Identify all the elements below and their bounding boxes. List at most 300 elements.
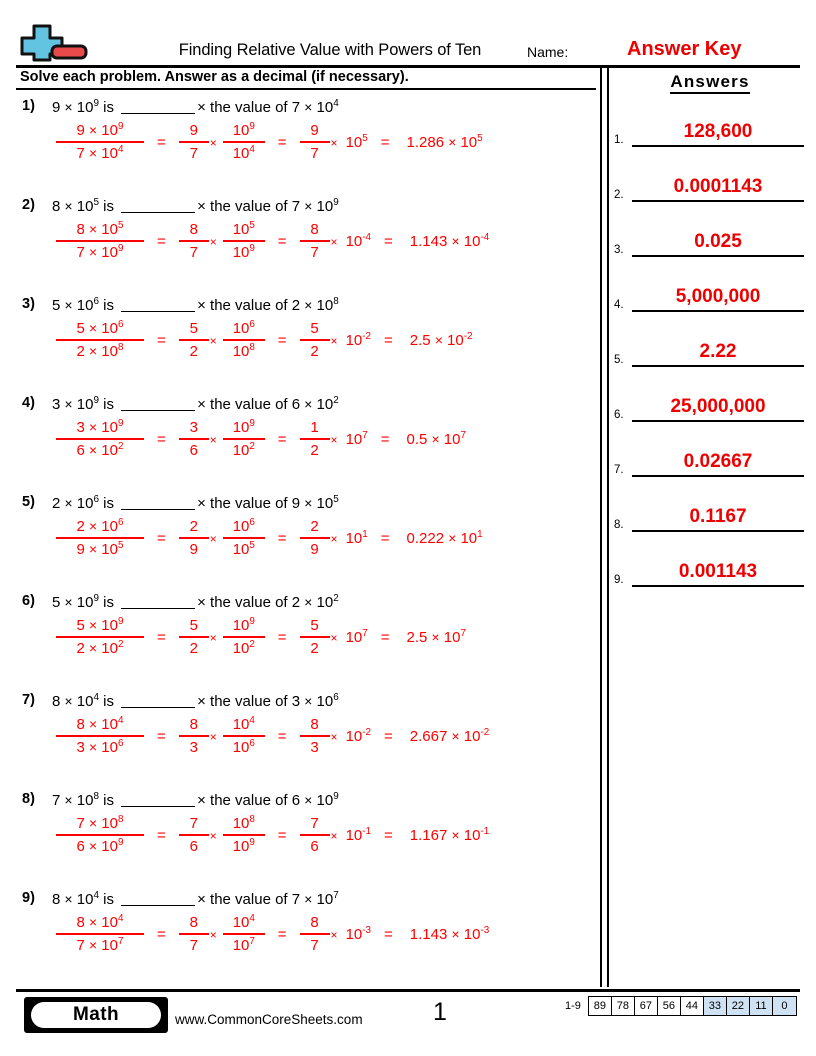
answer-line[interactable] [632,420,804,422]
fraction [179,914,209,955]
answer-blank[interactable] [121,707,195,708]
answer-line[interactable] [632,585,804,587]
score-cell: 56 [658,997,681,1015]
score-cell: 78 [612,997,635,1015]
fraction-numerator: $9 \times 10^9$ [76,121,124,139]
power-of-ten: $10^{-2}$ [345,726,372,745]
answer-number: 6. [614,409,624,421]
fraction [56,914,144,955]
fraction-denominator: 7 [189,145,198,163]
equals-sign: = [157,331,166,349]
fraction-numerator: $2 \times 10^6$ [76,517,124,535]
answer-row [612,485,808,532]
fraction [223,221,265,262]
answer-row [612,210,808,257]
answer-number: 4. [614,299,624,311]
equals-sign: = [157,727,166,745]
multiply-sign: × [330,730,338,745]
fraction-numerator: $10^5$ [232,220,255,238]
fraction-bar [223,240,265,242]
problem-item [16,591,594,690]
answer-value: 25,000,000 [670,396,766,417]
fraction [56,815,144,856]
fraction-denominator: $3 \times 10^6$ [76,738,124,757]
answer-blank[interactable] [121,113,195,114]
problem-item [16,789,594,888]
multiply-sign: × [330,334,338,349]
footer-divider [16,989,800,992]
equals-sign: = [157,430,166,448]
answers-column [612,66,808,587]
fraction [179,518,209,559]
work-result: $2.667 \times 10^{-2}$ [409,726,490,745]
answer-number: 8. [614,519,624,531]
fraction-denominator: $10^7$ [232,936,255,955]
fraction-denominator: 3 [310,739,319,757]
fraction-bar [179,636,209,638]
fraction-bar [179,735,209,737]
power-of-ten: $10^5$ [345,132,368,151]
multiply-sign: × [209,136,217,151]
fraction-numerator: $5 \times 10^9$ [76,616,124,634]
fraction-numerator: 8 [189,914,198,931]
equals-sign: = [277,727,287,745]
fraction-bar [56,735,144,737]
fraction-numerator: $10^8$ [232,814,255,832]
answer-row [612,100,808,147]
fraction-denominator: $7 \times 10^4$ [76,144,124,163]
work-result: $2.5 \times 10^7$ [406,627,466,646]
answer-blank[interactable] [121,608,195,609]
fraction-bar [300,834,330,836]
multiply-sign: × [330,235,338,250]
problem-number: 2) [22,197,35,213]
equals-sign: = [380,133,390,151]
fraction-denominator: 7 [310,244,319,262]
fraction-numerator: 2 [310,518,319,535]
fraction-numerator: 8 [310,914,319,931]
fraction-denominator: 7 [189,937,198,955]
fraction-denominator: $10^9$ [232,243,255,262]
answer-row [612,265,808,312]
answer-value: 0.025 [694,231,742,252]
fraction-denominator: 2 [189,343,198,361]
fraction-numerator: $8 \times 10^5$ [76,220,124,238]
fraction-bar [179,339,209,341]
answer-value: 0.0001143 [673,176,763,197]
instructions-text: Solve each problem. Answer as a decimal (if necessary). [20,69,409,85]
fraction-bar [300,339,330,341]
fraction-denominator: 7 [189,244,198,262]
fraction-denominator: 3 [189,739,198,757]
fraction-bar [300,636,330,638]
equals-sign: = [277,925,287,943]
fraction-denominator: $10^2$ [232,639,255,658]
answer-number: 9. [614,574,624,586]
fraction [56,518,144,559]
fraction-bar [179,438,209,440]
problem-number: 6) [22,593,35,609]
fraction-bar [223,438,265,440]
problem-prompt: $7 \times 10^8$ is × the value of $6 \times 10^9$ [52,791,339,809]
fraction-bar [223,141,265,143]
equals-sign: = [157,529,166,547]
fraction-bar [56,636,144,638]
fraction-denominator: 6 [189,838,198,856]
fraction [223,518,265,559]
equals-sign: = [384,727,393,745]
problem-worked-solution [56,617,466,658]
column-divider-left [600,66,602,987]
page-number: 1 [433,998,447,1026]
answer-blank[interactable] [121,905,195,906]
problem-item [16,888,594,987]
fraction [300,914,330,955]
fraction-denominator: $10^2$ [232,441,255,460]
fraction-denominator: $6 \times 10^9$ [76,837,124,856]
equals-sign: = [384,925,393,943]
fraction-bar [300,240,330,242]
fraction-denominator: 2 [310,640,319,658]
problem-number: 4) [22,395,35,411]
fraction-bar [56,438,144,440]
multiply-sign: × [209,433,217,448]
multiply-sign: × [330,433,338,448]
problem-number: 7) [22,692,35,708]
fraction-bar [179,834,209,836]
power-of-ten: $10^7$ [345,627,368,646]
problem-worked-solution [56,716,489,757]
fraction-numerator: 9 [189,122,198,139]
fraction-numerator: 5 [310,320,319,337]
score-cell: 0 [773,997,796,1015]
fraction-bar [223,933,265,935]
fraction-numerator: 8 [310,221,319,238]
name-label: Name: [527,44,569,60]
problem-worked-solution [56,122,483,163]
equals-sign: = [384,331,393,349]
equals-sign: = [380,628,390,646]
problem-item [16,690,594,789]
equals-sign: = [277,529,287,547]
fraction-numerator: $10^9$ [232,121,255,139]
answer-line[interactable] [632,365,804,367]
fraction [179,221,209,262]
fraction-numerator: $10^6$ [232,517,255,535]
answer-line[interactable] [632,255,804,257]
fraction-bar [300,537,330,539]
fraction-denominator: $6 \times 10^2$ [76,441,124,460]
fraction-numerator: $10^4$ [232,715,255,733]
equals-sign: = [277,133,287,151]
subject-badge-label: Math [31,1002,161,1028]
answer-value: 2.22 [699,341,737,362]
problem-worked-solution [56,518,483,559]
problem-prompt: $9 \times 10^9$ is × the value of $7 \times 10^4$ [52,98,339,116]
score-cell: 22 [727,997,750,1015]
fraction-bar [56,141,144,143]
fraction-bar [179,240,209,242]
equals-sign: = [384,232,393,250]
fraction-denominator: 9 [310,541,319,559]
work-result: $1.286 \times 10^5$ [406,132,483,151]
equals-sign: = [157,232,166,250]
answer-value: 0.001143 [678,561,758,582]
fraction-numerator: 7 [189,815,198,832]
answers-list [612,100,808,587]
fraction-denominator: 7 [310,145,319,163]
fraction [56,221,144,262]
problem-prompt: $8 \times 10^4$ is × the value of $3 \times 10^6$ [52,692,339,710]
fraction [223,815,265,856]
fraction-bar [56,537,144,539]
problem-prompt: $3 \times 10^9$ is × the value of $6 \times 10^2$ [52,395,339,413]
equals-sign: = [157,925,166,943]
fraction-numerator: $10^6$ [232,319,255,337]
multiply-sign: × [209,334,217,349]
problem-item [16,96,594,195]
answer-row [612,540,808,587]
work-result: $1.167 \times 10^{-1}$ [409,825,490,844]
problem-number: 5) [22,494,35,510]
score-cell: 44 [681,997,704,1015]
answer-number: 7. [614,464,624,476]
problem-prompt: $2 \times 10^6$ is × the value of $9 \times 10^5$ [52,494,339,512]
answer-value: 0.02667 [683,451,753,472]
problem-worked-solution [56,320,473,361]
fraction-bar [223,636,265,638]
fraction-numerator: 8 [189,221,198,238]
fraction [300,716,330,757]
answer-value: 0.1167 [689,506,747,527]
answer-row [612,430,808,477]
fraction-bar [223,339,265,341]
answer-blank[interactable] [121,212,195,213]
fraction-bar [56,240,144,242]
fraction-denominator: 2 [310,343,319,361]
problem-worked-solution [56,815,489,856]
fraction-numerator: 1 [310,419,319,436]
fraction-numerator: 9 [310,122,319,139]
fraction-denominator: $10^4$ [232,144,255,163]
answer-line[interactable] [632,145,804,147]
problem-item [16,294,594,393]
fraction [300,617,330,658]
work-result: $1.143 \times 10^{-4}$ [409,231,490,250]
fraction-bar [300,438,330,440]
problem-item [16,393,594,492]
problem-worked-solution [56,914,489,955]
work-result: $2.5 \times 10^{-2}$ [409,330,473,349]
fraction-denominator: $10^8$ [232,342,255,361]
fraction-bar [179,933,209,935]
fraction-numerator: 8 [189,716,198,733]
fraction [300,320,330,361]
answer-row [612,375,808,422]
fraction-bar [56,834,144,836]
fraction-numerator: $8 \times 10^4$ [76,913,124,931]
score-cell: 89 [589,997,612,1015]
power-of-ten: $10^{-2}$ [345,330,372,349]
power-of-ten: $10^{-3}$ [345,924,372,943]
answer-line[interactable] [632,530,804,532]
multiply-sign: × [209,829,217,844]
answer-number: 2. [614,189,624,201]
equals-sign: = [380,529,390,547]
fraction-bar [300,141,330,143]
fraction-bar [179,141,209,143]
fraction-denominator: $7 \times 10^7$ [76,936,124,955]
equals-sign: = [157,133,166,151]
problems-list [16,96,594,987]
answers-heading-text: Answers [670,72,749,94]
fraction-bar [56,933,144,935]
fraction-bar [300,735,330,737]
score-cell: 67 [635,997,658,1015]
multiply-sign: × [330,829,338,844]
multiply-sign: × [330,631,338,646]
multiply-sign: × [209,730,217,745]
fraction-numerator: 5 [189,617,198,634]
fraction-numerator: $10^4$ [232,913,255,931]
fraction [179,122,209,163]
fraction-bar [300,933,330,935]
fraction [223,914,265,955]
fraction [56,716,144,757]
answer-row [612,320,808,367]
fraction-numerator: $5 \times 10^6$ [76,319,124,337]
answer-number: 3. [614,244,624,256]
fraction [223,419,265,460]
answer-line[interactable] [632,475,804,477]
fraction-bar [56,339,144,341]
fraction-numerator: 2 [189,518,198,535]
page-header [0,0,816,66]
fraction-numerator: $3 \times 10^9$ [76,418,124,436]
fraction-denominator: $10^6$ [232,738,255,757]
fraction-denominator: $10^5$ [232,540,255,559]
answers-heading [612,66,808,92]
page-title: Finding Relative Value with Powers of Ten [178,41,482,59]
score-range-label: 1-9 [565,1000,581,1012]
fraction [179,320,209,361]
equals-sign: = [277,628,287,646]
fraction-numerator: $8 \times 10^4$ [76,715,124,733]
fraction-bar [223,735,265,737]
work-result: $0.222 \times 10^1$ [406,528,483,547]
fraction-denominator: $10^9$ [232,837,255,856]
fraction-denominator: 6 [310,838,319,856]
fraction [56,122,144,163]
fraction-denominator: 9 [189,541,198,559]
problem-number: 1) [22,98,35,114]
fraction-numerator: $7 \times 10^8$ [76,814,124,832]
fraction-denominator: 2 [189,640,198,658]
answer-row [612,155,808,202]
multiply-sign: × [209,532,217,547]
fraction-numerator: $10^9$ [232,616,255,634]
score-table [588,996,797,1016]
fraction [179,419,209,460]
fraction [179,815,209,856]
fraction [300,419,330,460]
fraction-numerator: $10^9$ [232,418,255,436]
fraction [300,815,330,856]
answer-line[interactable] [632,310,804,312]
answer-blank[interactable] [121,806,195,807]
fraction-denominator: 7 [310,937,319,955]
subject-badge [24,997,168,1033]
multiply-sign: × [209,928,217,943]
fraction-numerator: 5 [189,320,198,337]
fraction-denominator: $2 \times 10^2$ [76,639,124,658]
fraction [223,122,265,163]
answer-line[interactable] [632,200,804,202]
equals-sign: = [380,430,390,448]
fraction [300,518,330,559]
answer-key-badge: Answer Key [627,38,742,60]
fraction [223,320,265,361]
power-of-ten: $10^{-1}$ [345,825,372,844]
problem-prompt: $5 \times 10^9$ is × the value of $2 \times 10^2$ [52,593,339,611]
multiply-sign: × [330,136,338,151]
problem-number: 9) [22,890,35,906]
multiply-sign: × [209,235,217,250]
equals-sign: = [277,331,287,349]
power-of-ten: $10^{-4}$ [345,231,372,250]
multiply-sign: × [209,631,217,646]
answer-blank[interactable] [121,311,195,312]
problem-worked-solution [56,221,489,262]
problem-item [16,195,594,294]
fraction [300,122,330,163]
equals-sign: = [277,826,287,844]
equals-sign: = [277,232,287,250]
fraction [179,716,209,757]
fraction-numerator: 8 [310,716,319,733]
fraction [56,617,144,658]
problem-prompt: $5 \times 10^6$ is × the value of $2 \times 10^8$ [52,296,339,314]
problem-prompt: $8 \times 10^4$ is × the value of $7 \times 10^7$ [52,890,339,908]
fraction [300,221,330,262]
problem-prompt: $8 \times 10^5$ is × the value of $7 \times 10^9$ [52,197,339,215]
equals-sign: = [157,628,166,646]
problem-worked-solution [56,419,466,460]
fraction-numerator: 3 [189,419,198,436]
fraction [56,320,144,361]
multiply-sign: × [330,928,338,943]
fraction [223,716,265,757]
score-scale [565,996,797,1016]
power-of-ten: $10^7$ [345,429,368,448]
work-result: $1.143 \times 10^{-3}$ [409,924,490,943]
multiply-sign: × [330,532,338,547]
instructions-divider [16,88,596,90]
fraction [223,617,265,658]
answer-value: 128,600 [683,121,753,142]
score-cell: 33 [704,997,727,1015]
answer-number: 5. [614,354,624,366]
equals-sign: = [157,826,166,844]
fraction [179,617,209,658]
fraction-denominator: $9 \times 10^5$ [76,540,124,559]
answer-blank[interactable] [121,509,195,510]
answer-blank[interactable] [121,410,195,411]
equals-sign: = [384,826,393,844]
work-result: $0.5 \times 10^7$ [406,429,466,448]
fraction-numerator: 7 [310,815,319,832]
equals-sign: = [277,430,287,448]
